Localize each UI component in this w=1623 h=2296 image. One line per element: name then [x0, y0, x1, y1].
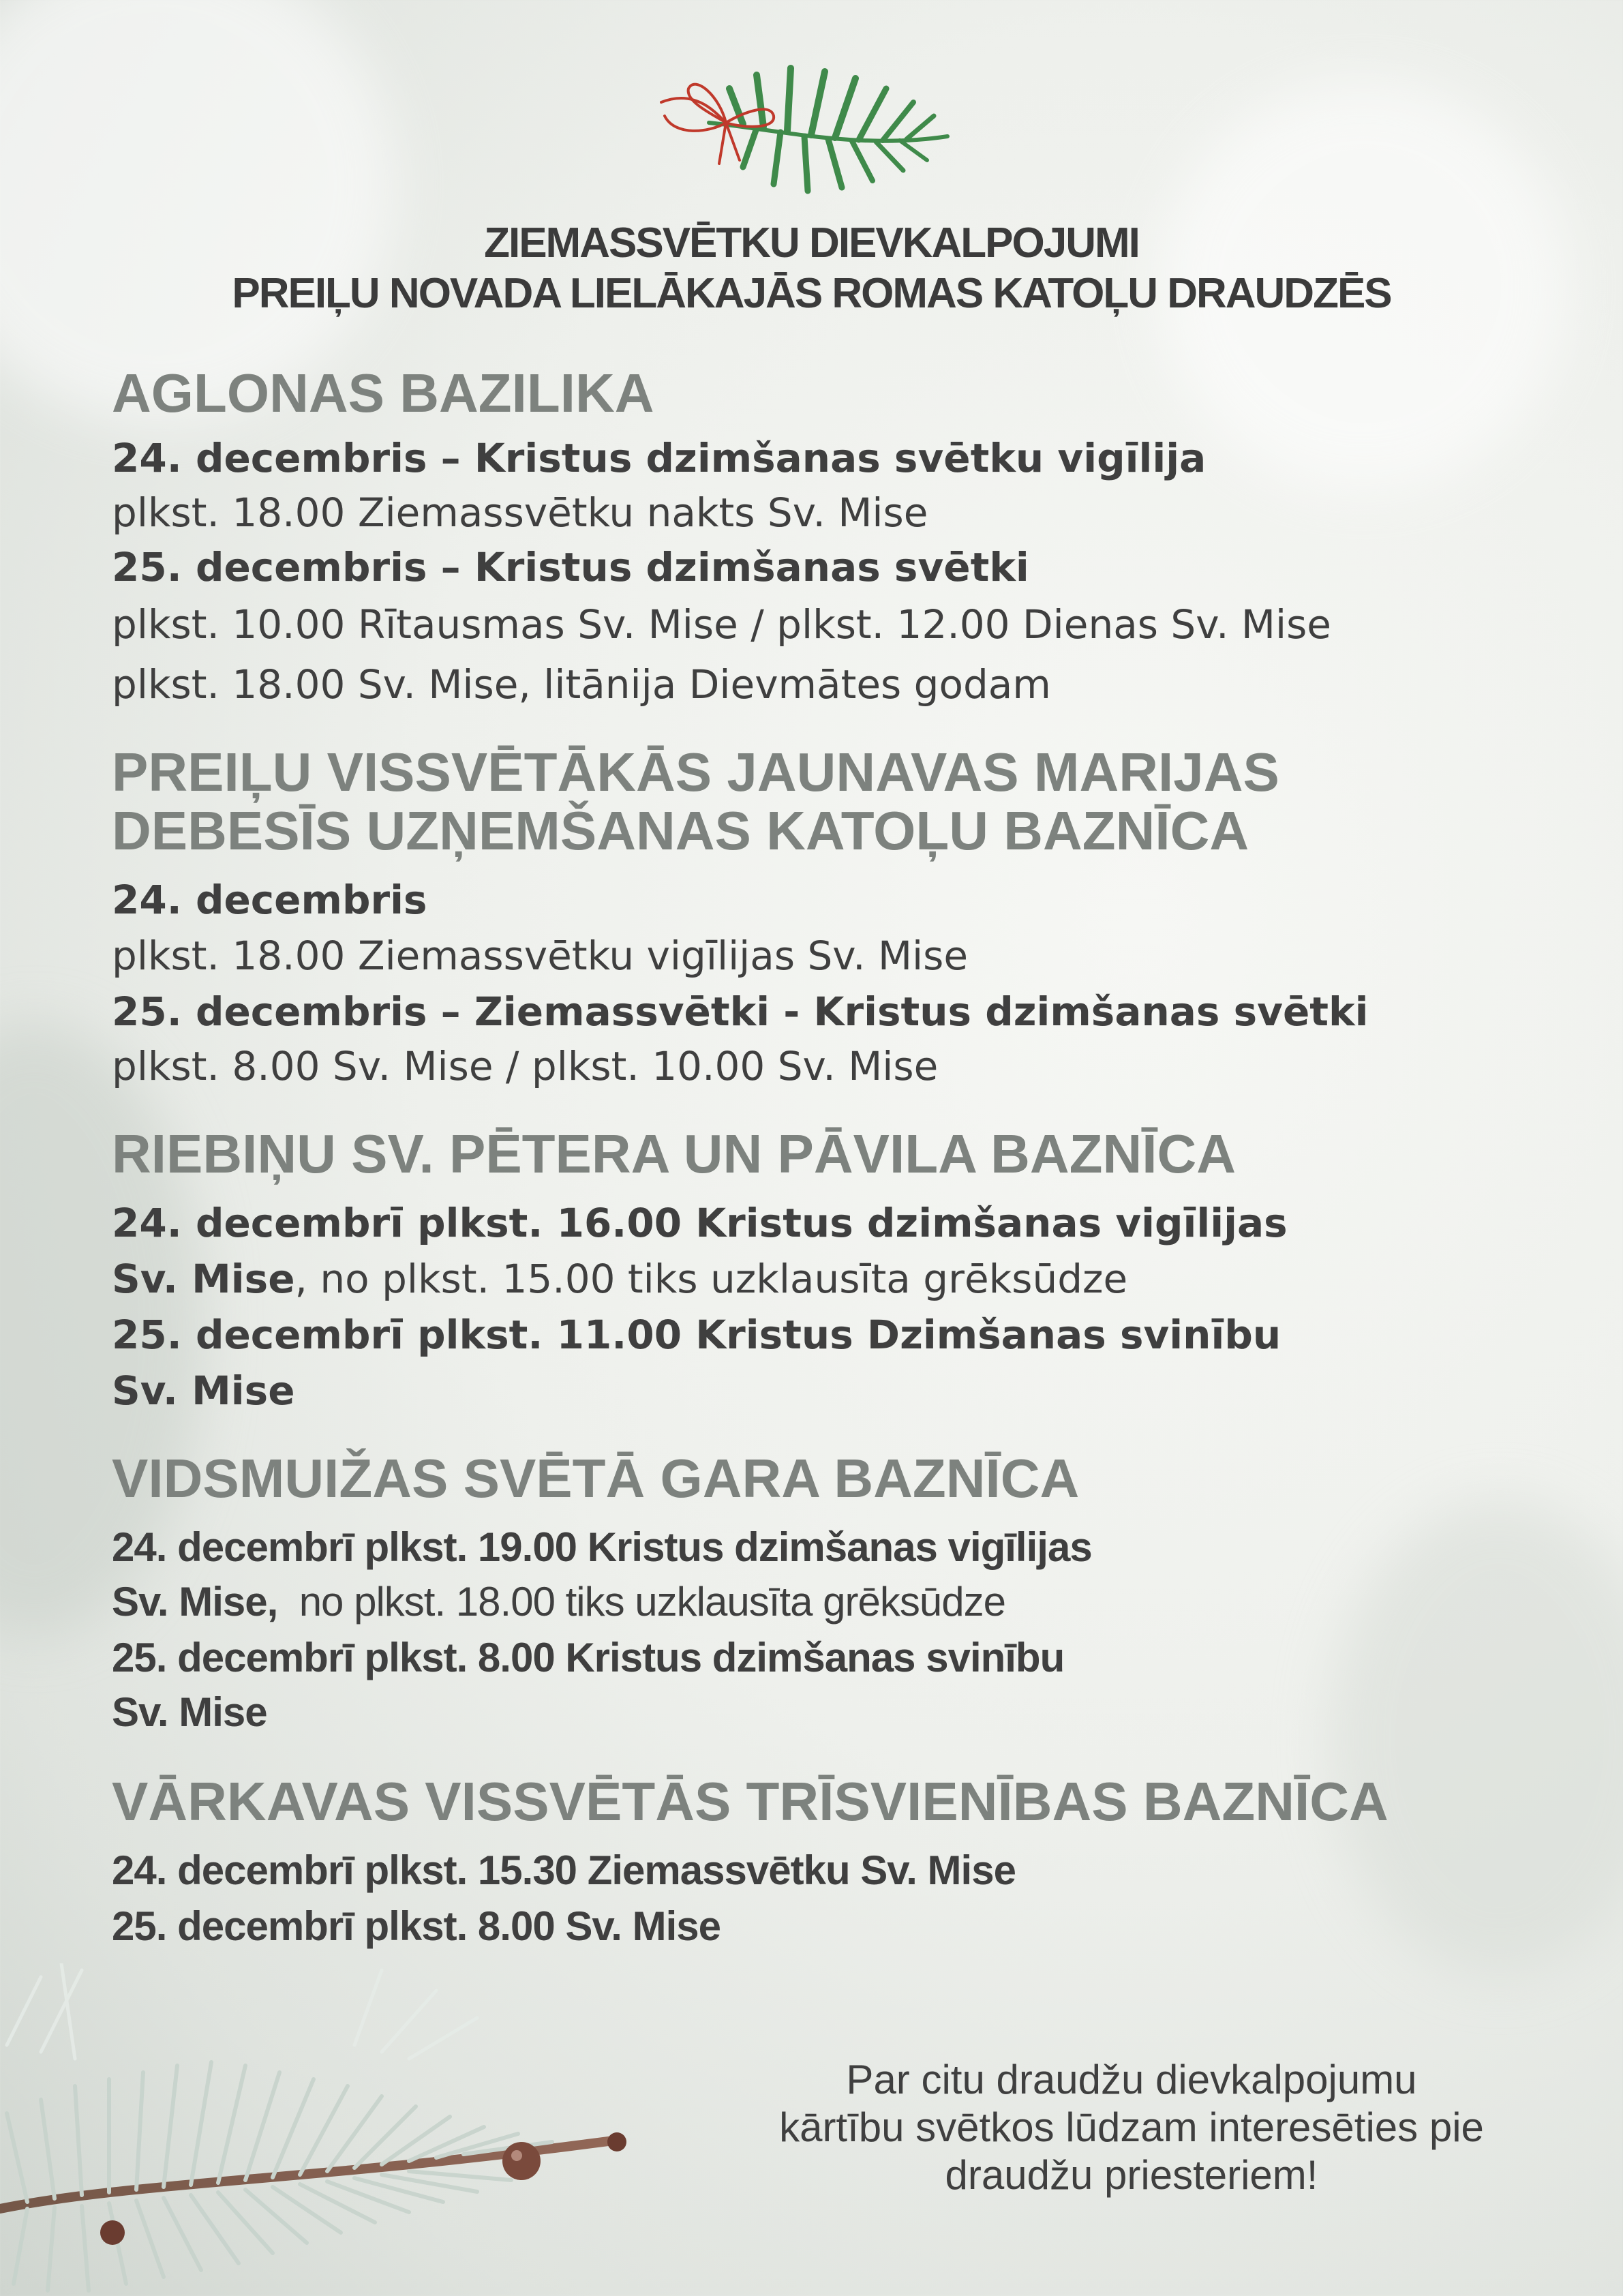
- pine-branch-with-red-bow-icon: [654, 48, 968, 205]
- fir-branch-with-berries-icon: [0, 1963, 682, 2296]
- title-line-1: ZIEMASSVĒTKU DIEVKALPOJUMI: [484, 220, 1139, 267]
- section-heading-varkava: VĀRKAVAS VISSVĒTĀS TRĪSVIENĪBAS BAZNĪCA: [112, 1771, 1389, 1832]
- schedule-line: 24. decembrī plkst. 19.00 Kristus dzimšanas vigīlijas: [112, 1524, 1092, 1570]
- schedule-line: 25. decembrī plkst. 8.00 Kristus dzimšanas svinību: [112, 1635, 1065, 1680]
- schedule-line: plkst. 18.00 Ziemassvētku vigīlijas Sv. Mise: [112, 933, 969, 979]
- schedule-line-part: no plkst. 18.00 tiks uzklausīta grēksūdze: [299, 1579, 1005, 1625]
- schedule-line: 25. decembrī plkst. 8.00 Sv. Mise: [112, 1903, 721, 1949]
- schedule-line: plkst. 18.00 Ziemassvētku nakts Sv. Mise: [112, 489, 928, 536]
- schedule-line-bold-part: Sv. Mise: [112, 1256, 295, 1302]
- footer-line-3: draudžu priesteriem!: [945, 2152, 1318, 2198]
- title-line-2: PREIĻU NOVADA LIELĀKAJĀS ROMAS KATOĻU DRAUDZĒS: [232, 270, 1391, 317]
- schedule-line: plkst. 10.00 Rītausmas Sv. Mise / plkst. 12.00 Dienas Sv. Mise: [112, 601, 1331, 648]
- schedule-line: 24. decembrī plkst. 15.30 Ziemassvētku Sv. Mise: [112, 1847, 1016, 1893]
- section-heading-preili-1: PREIĻU VISSVĒTĀKĀS JAUNAVAS MARIJAS: [112, 742, 1279, 802]
- schedule-line: Sv. Mise: [112, 1689, 267, 1735]
- footer-line-2: kārtību svētkos lūdzam interesēties pie: [779, 2104, 1484, 2150]
- schedule-line-part: , no plkst. 15.00 tiks uzklausīta grēksūdze: [294, 1256, 1128, 1302]
- schedule-line: 24. decembris – Kristus dzimšanas svētku vigīlija: [112, 435, 1207, 481]
- schedule-line: 24. decembris: [112, 877, 427, 923]
- schedule-line: 24. decembrī plkst. 16.00 Kristus dzimšanas vigīlijas: [112, 1200, 1288, 1246]
- schedule-line: [112, 1252, 1127, 1306]
- section-heading-preili-2: DEBESĪS UZŅEMŠANAS KATOĻU BAZNĪCA: [112, 800, 1249, 861]
- schedule-line: 25. decembris – Kristus dzimšanas svētki: [112, 544, 1029, 590]
- schedule-line: 25. decembris – Ziemassvētki - Kristus dzimšanas svētki: [112, 988, 1369, 1035]
- schedule-line-bold-part: Sv. Mise,: [112, 1579, 278, 1625]
- section-heading-aglona: AGLONAS BAZILIKA: [112, 363, 654, 423]
- schedule-line: [112, 1575, 1005, 1629]
- schedule-line: plkst. 18.00 Sv. Mise, litānija Dievmātes godam: [112, 661, 1051, 708]
- section-heading-vidsmuiza: VIDSMUIŽAS SVĒTĀ GARA BAZNĪCA: [112, 1448, 1080, 1509]
- footer-note: [770, 2056, 1493, 2199]
- footer-line-1: Par citu draudžu dievkalpojumu: [846, 2057, 1417, 2102]
- section-heading-riebini: RIEBIŅU SV. PĒTERA UN PĀVILA BAZNĪCA: [112, 1123, 1237, 1184]
- schedule-line: plkst. 8.00 Sv. Mise / plkst. 10.00 Sv. Mise: [112, 1043, 939, 1089]
- page-title: [0, 218, 1623, 319]
- schedule-line: Sv. Mise: [112, 1368, 295, 1414]
- schedule-line: 25. decembrī plkst. 11.00 Kristus Dzimšanas svinību: [112, 1312, 1281, 1358]
